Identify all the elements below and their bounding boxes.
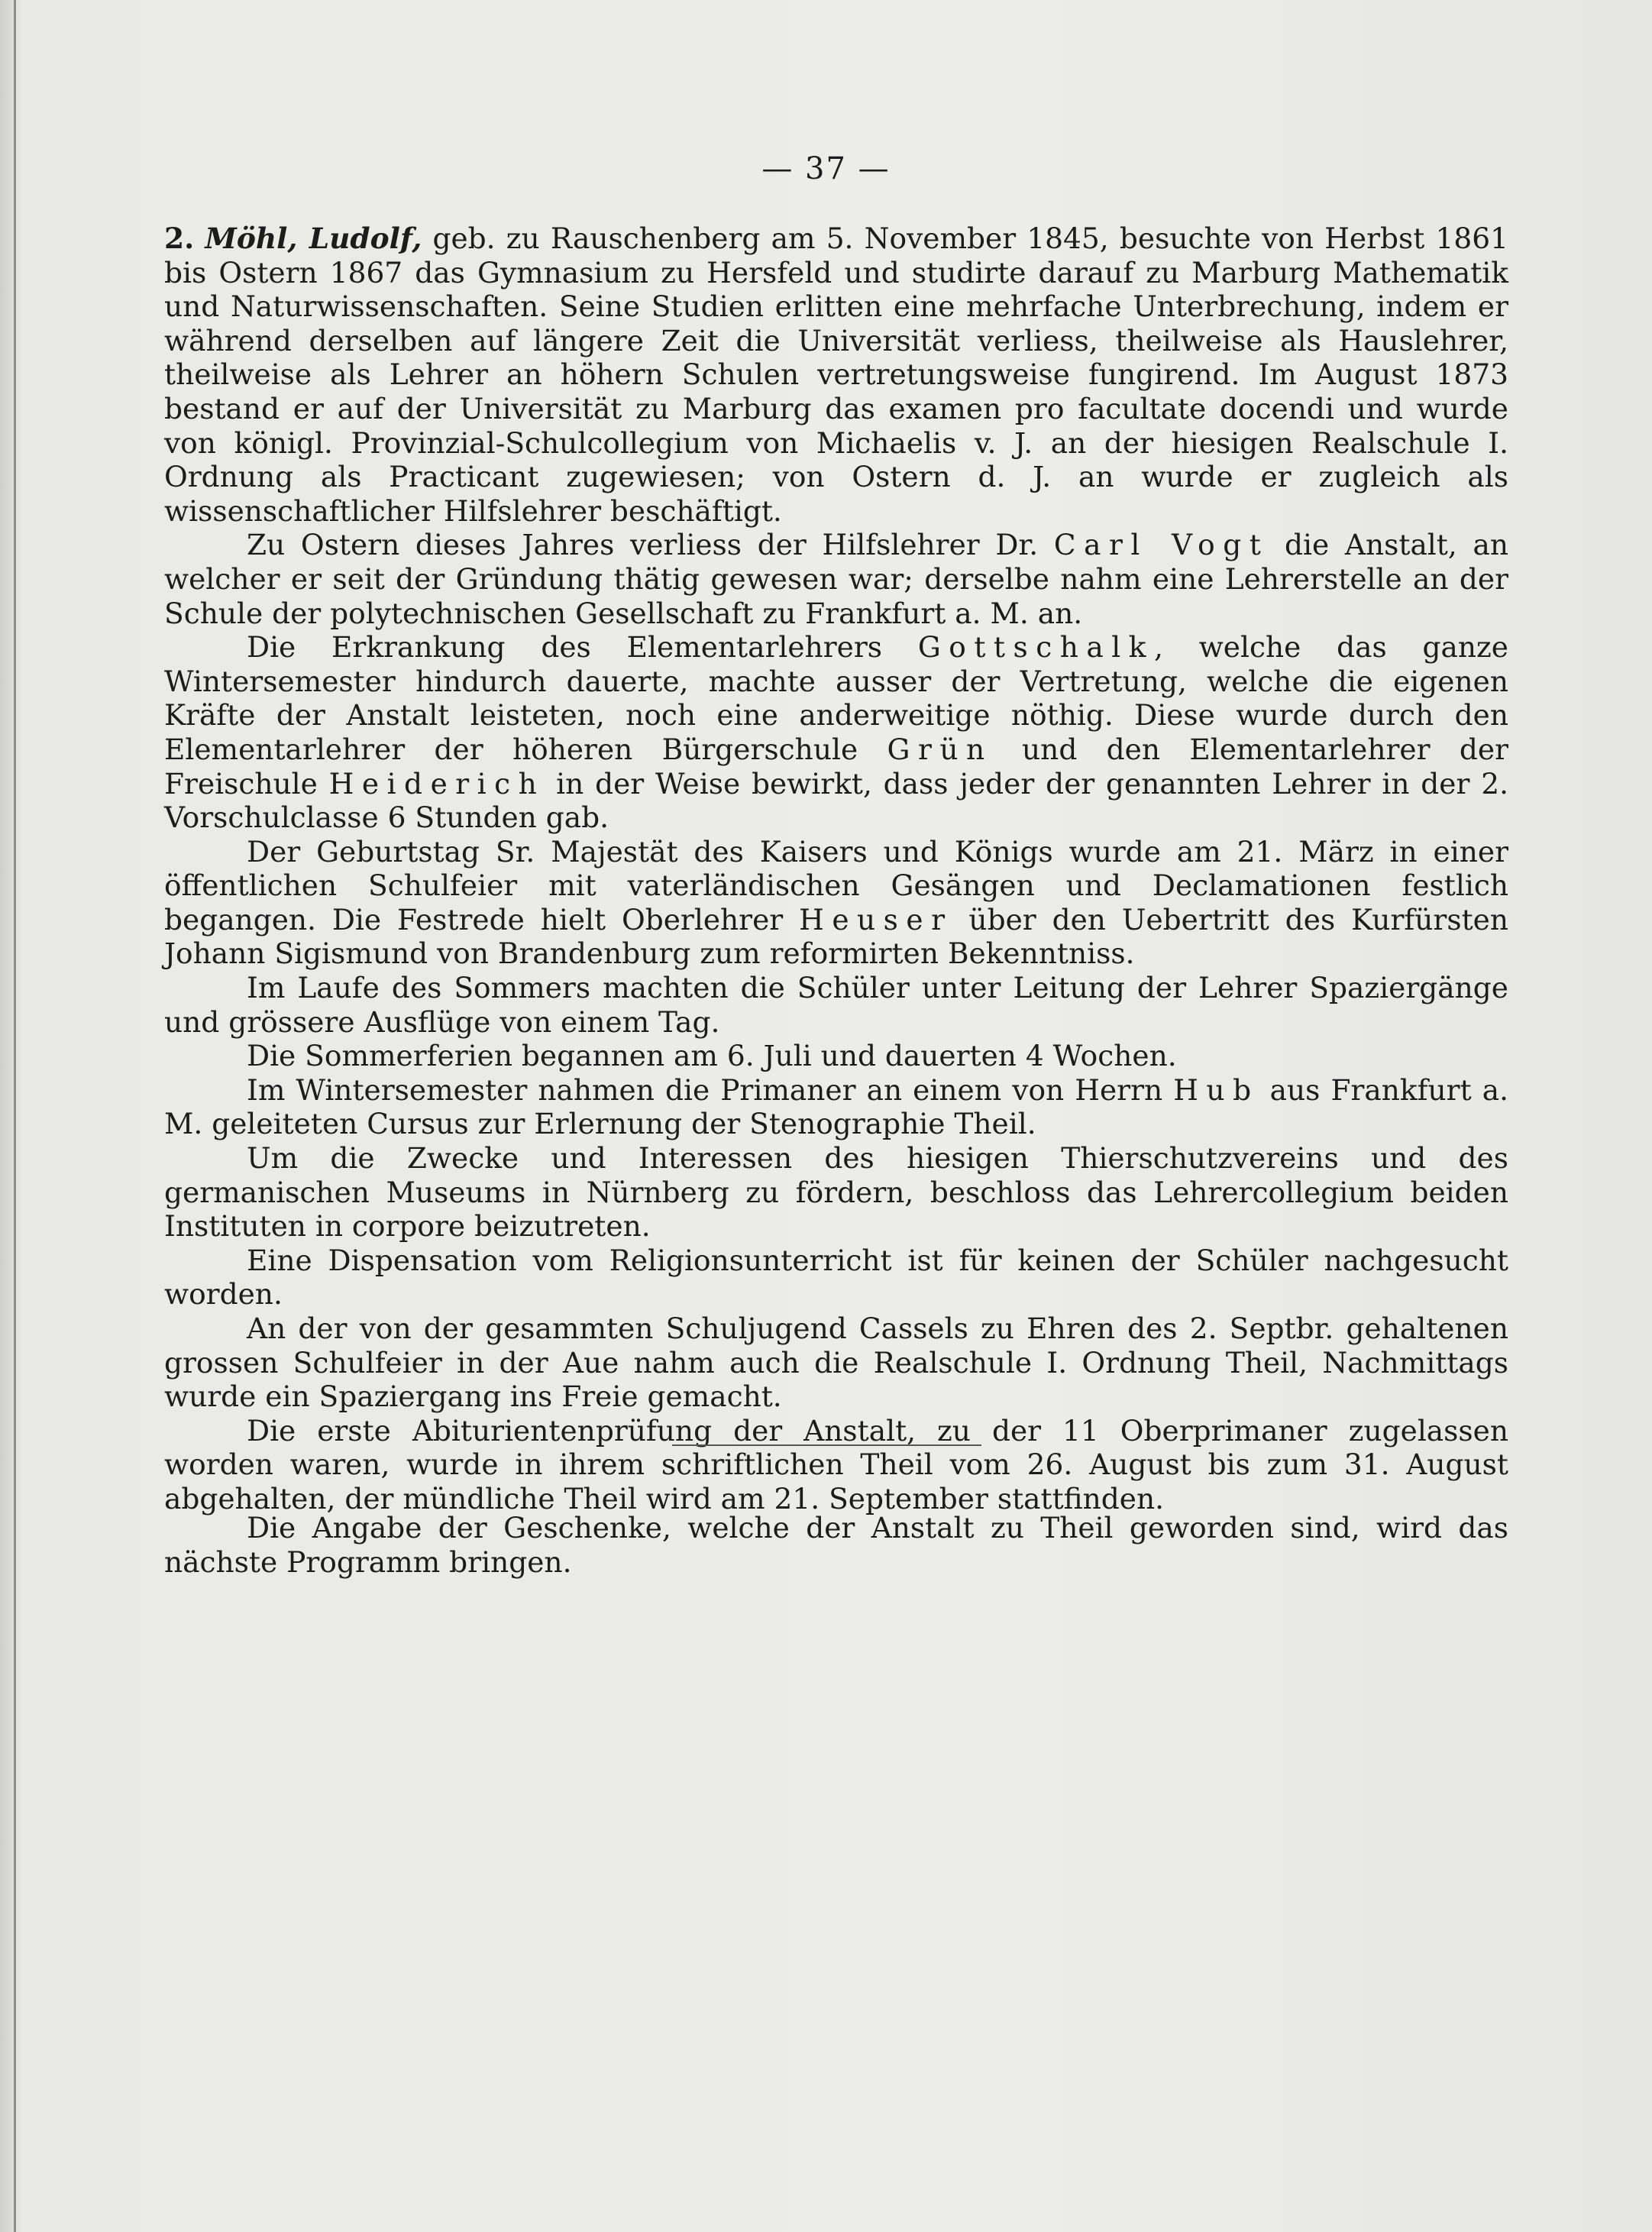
paragraph [164,1039,1508,1073]
paragraph-text: Die erste Abiturientenprüfung der Anstalt, zu der 11 Oberprimaner zugelassen worden waren, wurde in ihrem schriftlichen Theil vom 26. August bis zum 31. August abgehalten, der mündliche Theil wird am 21. September stattfinden. [164,1413,1508,1515]
paragraph [164,1073,1508,1141]
paragraph-text: Im Laufe des Sommers machten die Schüler unter Leitung der Lehrer Spaziergänge und grössere Ausflüge von einem Tag. [164,971,1508,1039]
paragraph-text: und den Elementarlehrer der Freischule [164,732,1508,801]
paragraph [164,630,1508,835]
paragraph-text: Die Sommerferien begannen am 6. Juli und dauerten 4 Wochen. [247,1039,1177,1073]
paragraph [164,1414,1508,1516]
spaced-name: Carl Vogt [1053,528,1269,562]
paragraph-text: Eine Dispensation vom Religionsunterricht ist für keinen der Schüler nachgesucht worden. [164,1243,1508,1312]
spaced-name: Grün [887,732,993,766]
paragraph [164,1141,1508,1244]
paragraph [164,1244,1508,1312]
biography-entry [164,222,1508,528]
paragraph [164,835,1508,971]
paragraph-text: An der von der gesammten Schuljugend Cassels zu Ehren des 2. Septbr. gehaltenen grossen Schulfeier in der Aue nahm auch die Realschule I. Ordnung Theil, Nachmittags wurde ein Spaziergang ins Freie gemacht. [164,1312,1508,1414]
spaced-name: Gottschalk [917,630,1154,665]
entry-text: geb. zu Rauschenberg am 5. November 1845, besuchte von Herbst 1861 bis Ostern 1867 das Gymnasium zu Hersfeld und studirte darauf zu Marburg Mathematik und Naturwissenschaften. Seine Studien erlitten eine mehrfache Unterbrechung, indem er während derselben auf längere Zeit die Universität verliess, theilweise als Hauslehrer, theilweise als Lehrer an höhern Schulen vertretungsweise fungirend. Im August 1873 bestand er auf der Universität zu Marburg das examen pro facultate docendi und wurde von königl. Provinzial-Schulcollegium von Michaelis v. J. an der hiesigen Realschule I. Ordnung als Practicant zugewiesen; von Ostern d. J. an wurde er zugleich als wissenschaftlicher Hilfslehrer beschäftigt. [164,222,1508,528]
main-text [164,222,1508,1516]
paragraph-text: die Anstalt, an welcher er seit der Gründung thätig gewesen war; derselbe nahm eine Lehrerstelle an der Schule der polytechnischen Gesellschaft zu Frankfurt a. M. an. [164,528,1508,630]
spaced-name: Heiderich [328,766,545,801]
paragraph-text: über den Uebertritt des Kurfürsten Johann Sigismund von Brandenburg zum reformirten Bekenntniss. [164,902,1508,971]
paragraph-text: , welche das ganze Wintersemester hindurch dauerte, machte ausser der Vertretung, welche die eigenen Kräfte der Anstalt leisteten, noch eine anderweitige nöthig. Diese wurde durch den Elementarlehrer der höheren Bürgerschule [164,630,1508,766]
entry-name: Möhl, Ludolf, [205,222,422,255]
spaced-name: Heuser [799,902,953,936]
page-number: — 37 — [761,151,891,186]
section-divider [672,1444,981,1446]
paragraph-text: Um die Zwecke und Interessen des hiesigen Thierschutzvereins und des germanischen Museums in Nürnberg zu fördern, beschloss das Lehrercollegium beiden Instituten in corpore beizutreten. [164,1141,1508,1244]
spaced-name: Hub [1173,1072,1259,1107]
paragraph-text: in der Weise bewirkt, dass jeder der genannten Lehrer in der 2. Vorschulclasse 6 Stunden gab. [164,766,1508,835]
paragraph-text: Zu Ostern dieses Jahres verliess der Hilfslehrer Dr. [247,528,1054,562]
paragraph-text: Im Wintersemester nahmen die Primaner an einem von Herrn [247,1072,1174,1107]
paragraph [164,528,1508,630]
paragraph-text: Der Geburtstag Sr. Majestät des Kaisers und Königs wurde am 21. März in einer öffentlichen Schulfeier mit vaterländischen Gesängen und Declamationen festlich begangen. Die Festrede hielt Oberlehrer [164,834,1508,936]
closing-note: Die Angabe der Geschenke, welche der Anstalt zu Theil geworden sind, wird das nächste Programm bringen. [164,1511,1508,1579]
paragraph [164,1312,1508,1414]
paragraph [164,971,1508,1039]
page-edge-line [14,0,16,2232]
paragraph-text: Die Erkrankung des Elementarlehrers [247,630,918,665]
entry-number: 2. [164,222,195,255]
paragraph-text: aus Frankfurt a. M. geleiteten Cursus zur Erlernung der Stenographie Theil. [164,1072,1508,1141]
